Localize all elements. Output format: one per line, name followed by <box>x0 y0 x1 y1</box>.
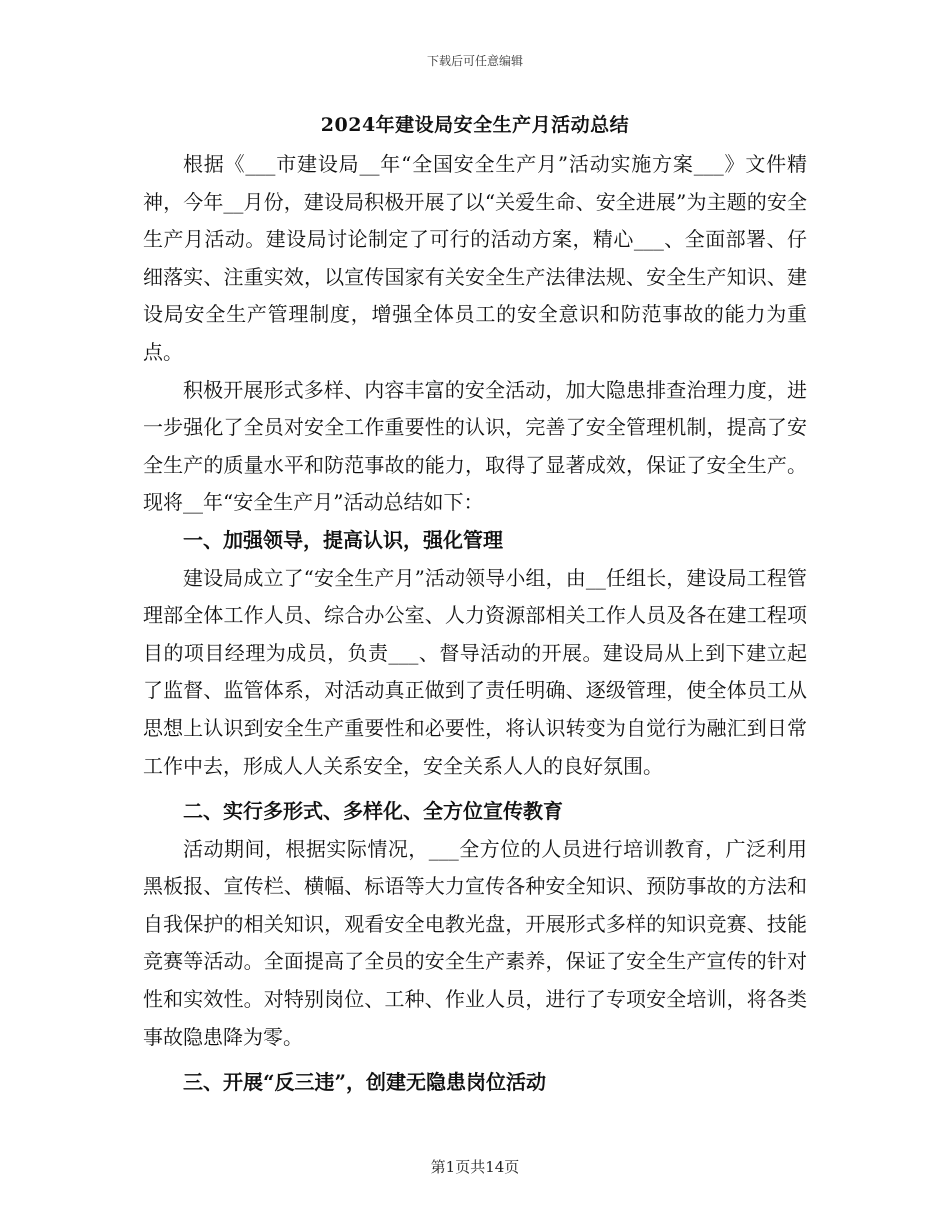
paragraph-leadership: 建设局成立了“安全生产月”活动领导小组，由__任组长，建设局工程管理部全体工作人员、综合办公室、人力资源部相关工作人员及各在建工程项目的项目经理为成员，负责___、督导活动的开展。建设局从上到下建立起了监督、监管体系，对活动真正做到了责任明确、逐级管理，使全体员工从思想上认识到安全生产重要性和必要性，将认识转变为自觉行为融汇到日常工作中去，形成人人关系安全，安全关系人人的良好氛围。 <box>143 565 807 778</box>
document-title: 2024年建设局安全生产月活动总结 <box>320 114 630 136</box>
document-body <box>143 146 807 1102</box>
section-heading-1: 一、加强领导，提高认识，强化管理 <box>183 527 503 552</box>
page-number: 第1页共14页 <box>430 1158 520 1176</box>
paragraph-intro: 根据《___市建设局__年“全国安全生产月”活动实施方案___》文件精神，今年__月份，建设局积极开展了以“关爱生命、安全进展”为主题的安全生产月活动。建设局讨论制定了可行的活动方案，精心___、全面部署、仔细落实、注重实效，以宣传国家有关安全生产法律法规、安全生产知识、建设局安全生产管理制度，增强全体员工的安全意识和防范事故的能力为重点。 <box>143 152 807 364</box>
paragraph-education: 活动期间，根据实际情况，___全方位的人员进行培训教育，广泛利用黑板报、宣传栏、横幅、标语等大力宣传各种安全知识、预防事故的方法和自我保护的相关知识，观看安全电教光盘，开展形式多样的知识竞赛、技能竞赛等活动。全面提高了全员的安全生产素养，保证了安全生产宣传的针对性和实效性。对特别岗位、工种、作业人员，进行了专项安全培训，将各类事故隐患降为零。 <box>143 836 807 1049</box>
section-heading-2: 二、实行多形式、多样化、全方位宣传教育 <box>183 799 563 824</box>
page-header-note: 下载后可任意编辑 <box>426 54 523 68</box>
paragraph-summary: 积极开展形式多样、内容丰富的安全活动，加大隐患排查治理力度，进一步强化了全员对安全工作重要性的认识，完善了安全管理机制，提高了安全生产的质量水平和防范事故的能力，取得了显著成效，保证了安全生产。现将__年“安全生产月”活动总结如下： <box>143 377 807 515</box>
section-heading-3: 三、开展“反三违”，创建无隐患岗位活动 <box>183 1070 547 1095</box>
